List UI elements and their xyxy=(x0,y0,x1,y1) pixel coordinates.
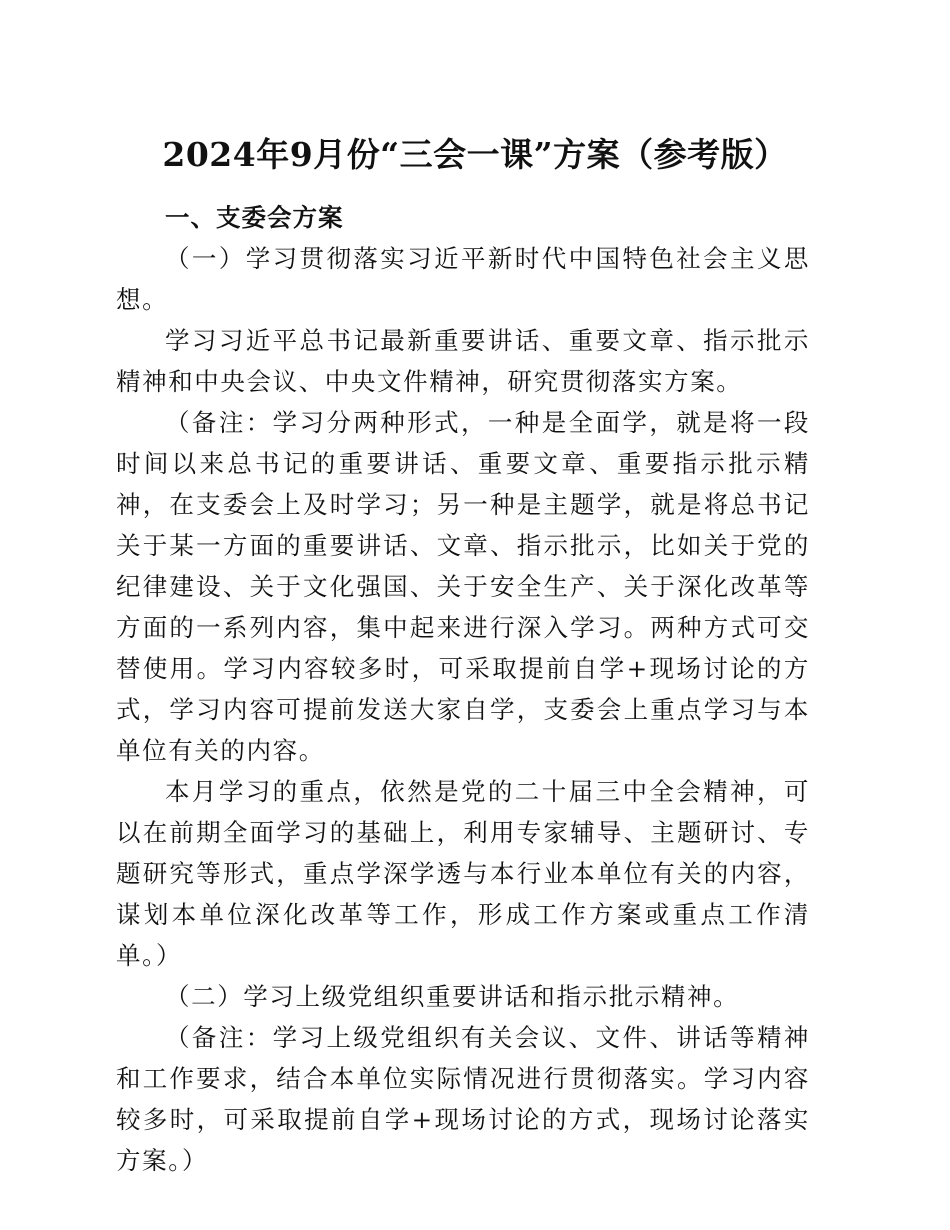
item-2-heading: （二）学习上级党组织重要讲话和指示批示精神。 xyxy=(165,982,740,1011)
item-2-note: （备注：学习上级党组织有关会议、文件、讲话等精神和工作要求，结合本单位实际情况进行贯彻落实。学习内容较多时，可采取提前自学+现场讨论的方式，现场讨论落实方案。） xyxy=(116,1023,810,1175)
item-1-paragraph: 学习习近平总书记最新重要讲话、重要文章、指示批示精神和中央会议、中央文件精神，研究贯彻落实方案。 xyxy=(116,326,810,396)
item-1-heading: （一）学习贯彻落实习近平新时代中国特色社会主义思想。 xyxy=(116,244,810,314)
item-1-note-focus: 本月学习的重点，依然是党的二十届三中全会精神，可以在前期全面学习的基础上，利用专家辅导、主题研讨、专题研究等形式，重点学深学透与本行业本单位有关的内容，谋划本单位深化改革等工作，形成工作方案或重点工作清单。） xyxy=(116,777,810,970)
item-1-note: （备注：学习分两种形式，一种是全面学，就是将一段时间以来总书记的重要讲话、重要文章、重要指示批示精神，在支委会上及时学习；另一种是主题学，就是将总书记关于某一方面的重要讲话、文章、指示批示，比如关于党的纪律建设、关于文化强国、关于安全生产、关于深化改革等方面的一系列内容，集中起来进行深入学习。两种方式可交替使用。学习内容较多时，可采取提前自学+现场讨论的方式，学习内容可提前发送大家自学，支委会上重点学习与本单位有关的内容。 xyxy=(116,408,810,765)
document-title: 2024年9月份“三会一课”方案（参考版） xyxy=(162,135,788,174)
document-body xyxy=(116,197,810,1181)
section-heading: 一、支委会方案 xyxy=(165,203,344,232)
